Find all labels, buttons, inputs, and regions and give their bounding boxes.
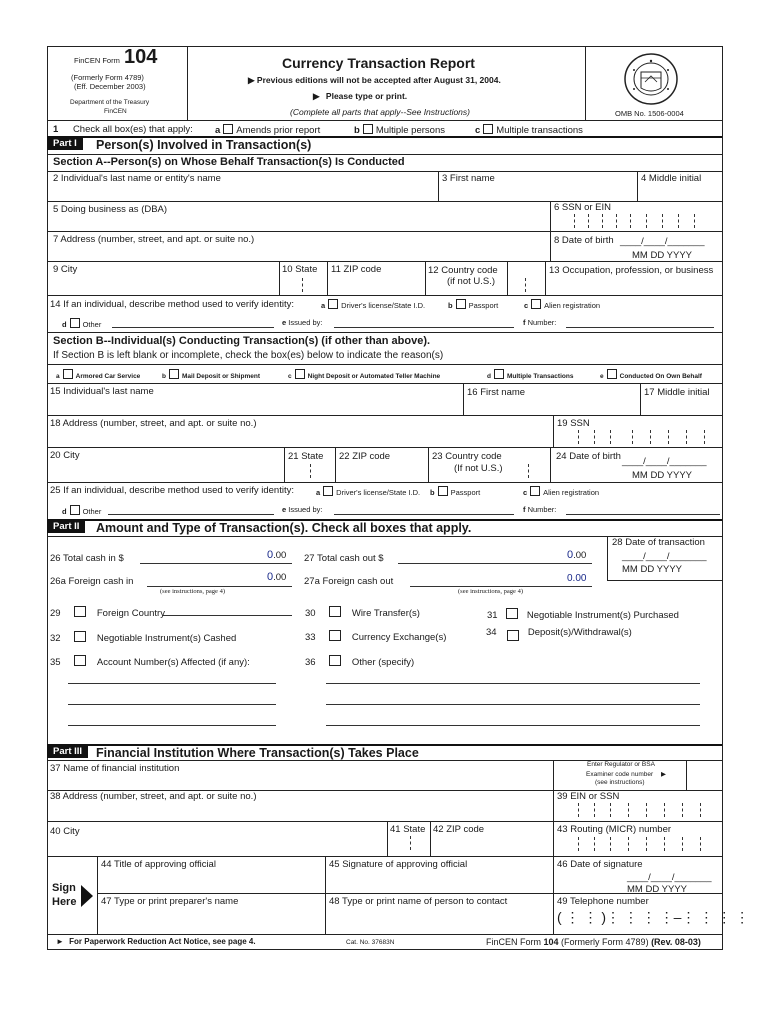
field-22-label: 22 ZIP code xyxy=(339,451,391,462)
conductor-id-drivers-license-option: a Driver's license/State I.D. xyxy=(316,488,421,497)
reason-own-behalf-option: e Conducted On Own Behalf xyxy=(600,369,702,380)
complete-instructions: (Complete all parts that apply--See Instructions) xyxy=(290,107,470,117)
field-39-label: 39 EIN or SSN xyxy=(557,791,620,802)
field-30-wire-transfer: 30 Wire Transfer(s) xyxy=(305,608,420,619)
header-divider-right xyxy=(585,46,586,120)
formerly-text: (Formerly Form 4789) xyxy=(71,73,144,82)
account-numbers-checkbox[interactable] xyxy=(74,655,86,666)
other-specify-input-3[interactable] xyxy=(326,725,700,726)
paperwork-notice: ► For Paperwork Reduction Act Notice, see page 4. xyxy=(56,937,256,946)
other-specify-input-1[interactable] xyxy=(326,683,700,684)
field-7-label: 7 Address (number, street, and apt. or suite no.) xyxy=(53,234,255,245)
date-format-hint-2: MM DD YYYY xyxy=(632,470,693,481)
reason-own-behalf-checkbox[interactable] xyxy=(607,369,617,379)
transaction-date-input[interactable]: ____/____/_______ xyxy=(622,551,707,562)
see-instructions-26a: (see instructions, page 4) xyxy=(160,588,225,595)
approving-signature-input[interactable] xyxy=(330,872,550,890)
field-45-label: 45 Signature of approving official xyxy=(329,859,468,870)
sign-label: Sign xyxy=(52,882,76,894)
form-prefix: FinCEN Form xyxy=(74,56,120,65)
deposits-withdrawals-checkbox[interactable] xyxy=(507,630,519,641)
institution-ein-input[interactable] xyxy=(560,801,716,818)
id-other-checkbox[interactable] xyxy=(70,318,80,328)
catalog-number: Cat. No. 37683N xyxy=(346,939,395,946)
id-other-input[interactable] xyxy=(112,327,274,328)
part-2-title: Amount and Type of Transaction(s). Check all boxes that apply. xyxy=(96,521,472,535)
section-b-title: Section B--Individual(s) Conducting Transaction(s) (if other than above). xyxy=(53,335,431,347)
total-cash-in-input[interactable]: 0.00 xyxy=(267,549,287,561)
foreign-cash-out-input[interactable]: 0.00 xyxy=(567,573,587,584)
field-33-currency-exchange: 33 Currency Exchange(s) xyxy=(305,632,447,643)
conductor-dob-input[interactable]: ____/____/_______ xyxy=(622,456,707,467)
field-14-label: 14 If an individual, describe method used to verify identity: xyxy=(50,299,294,310)
total-cash-out-input[interactable]: 0.00 xyxy=(567,549,587,561)
field-6-label: 6 SSN or EIN xyxy=(554,202,612,213)
field-47-label: 47 Type or print preparer's name xyxy=(101,896,239,907)
reason-night-deposit-option: c Night Deposit or Automated Teller Machine xyxy=(288,369,440,380)
section-b-note: If Section B is left blank or incomplete, check the box(es) below to indicate the reason(s) xyxy=(53,350,444,361)
form-footer-id: FinCEN Form 104 (Formerly Form 4789) (Rev. 08-03) xyxy=(486,937,701,947)
id-drivers-license-checkbox[interactable] xyxy=(328,299,338,309)
account-number-input-1[interactable] xyxy=(68,683,276,684)
field-34-deposits-withdrawals: 34 Deposit(s)/Withdrawal(s) xyxy=(486,627,632,641)
field-40-label: 40 City xyxy=(50,826,80,837)
field-37-label: 37 Name of financial institution xyxy=(50,763,180,774)
field-42-label: 42 ZIP code xyxy=(433,824,485,835)
arrow-right-icon: ▶ xyxy=(248,75,255,85)
agency-name: FinCEN xyxy=(104,108,127,115)
field-3-label: 3 First name xyxy=(442,173,495,184)
field-41-label: 41 State xyxy=(390,824,426,835)
part-3-label: Part III xyxy=(47,745,88,758)
issued-by-input[interactable] xyxy=(334,327,514,328)
field-28-label: 28 Date of transaction xyxy=(612,537,705,548)
arrow-right-icon: ▶ xyxy=(661,771,667,778)
conductor-id-other-input[interactable] xyxy=(108,514,274,515)
reason-mail-deposit-checkbox[interactable] xyxy=(169,369,179,379)
reason-multiple-transactions-option: d Multiple Transactions xyxy=(487,369,573,380)
wire-transfer-checkbox[interactable] xyxy=(329,606,341,617)
date-format-hint: MM DD YYYY xyxy=(632,250,693,261)
field-43-label: 43 Routing (MICR) number xyxy=(557,824,672,835)
here-label: Here xyxy=(52,896,77,908)
foreign-cash-in-input[interactable]: 0.00 xyxy=(267,571,287,583)
amends-prior-report-option: a Amends prior report xyxy=(215,125,321,136)
sign-here-arrow-icon xyxy=(80,884,94,910)
field-29-foreign-country: 29 Foreign Country xyxy=(50,608,165,619)
effective-date: (Eff. December 2003) xyxy=(74,82,146,91)
field-12-note: (if not U.S.) xyxy=(447,276,496,287)
conductor-issued-by-label: e Issued by: xyxy=(282,505,323,514)
field-49-label: 49 Telephone number xyxy=(557,896,649,907)
signature-date-input[interactable]: ____/____/_______ xyxy=(627,872,712,883)
conductor-id-other-option: d Other xyxy=(62,507,102,516)
field-15-label: 15 Individual's last name xyxy=(50,386,154,397)
field-17-label: 17 Middle initial xyxy=(644,387,710,398)
transaction-date-format: MM DD YYYY xyxy=(622,564,683,575)
field-16-label: 16 First name xyxy=(467,387,526,398)
amends-prior-report-checkbox[interactable] xyxy=(223,124,233,134)
field-23-note: (If not U.S.) xyxy=(454,463,503,474)
field-5-label: 5 Doing business as (DBA) xyxy=(53,204,168,215)
signature-date-format: MM DD YYYY xyxy=(627,884,688,895)
omb-number: OMB No. 1506-0004 xyxy=(615,109,684,118)
field-23-label: 23 Country code xyxy=(432,451,502,462)
id-number-input[interactable] xyxy=(566,327,714,328)
field-27a-label: 27a Foreign cash out xyxy=(304,576,394,587)
conductor-id-alien-registration-checkbox[interactable] xyxy=(530,486,540,496)
id-passport-option: b Passport xyxy=(448,301,499,310)
edition-notice: ▶ Previous editions will not be accepted after August 31, 2004. xyxy=(248,75,501,85)
type-print-notice: ▶ Please type or print. xyxy=(313,91,408,101)
field-36-other: 36 Other (specify) xyxy=(305,657,415,668)
field-4-label: 4 Middle initial xyxy=(641,173,702,184)
dob-input[interactable]: ____/____/_______ xyxy=(620,236,705,247)
foreign-country-input[interactable] xyxy=(162,615,292,616)
field-24-label: 24 Date of birth xyxy=(556,451,621,462)
part-1-title: Person(s) Involved in Transaction(s) xyxy=(96,138,312,152)
conductor-id-number-input[interactable] xyxy=(566,514,720,515)
field-32-instruments-cashed: 32 Negotiable Instrument(s) Cashed xyxy=(50,633,237,644)
conductor-issued-by-input[interactable] xyxy=(334,514,514,515)
part-2-label: Part II xyxy=(47,520,85,533)
id-other-option: d Other xyxy=(62,320,102,329)
field-18-label: 18 Address (number, street, and apt. or suite no.) xyxy=(50,418,257,429)
part-3-title: Financial Institution Where Transaction(s) Takes Place xyxy=(96,746,419,760)
conductor-id-passport-option: b Passport xyxy=(430,488,481,497)
issued-by-label: e Issued by: xyxy=(282,318,323,327)
id-alien-registration-option: c Alien registration xyxy=(524,301,601,310)
multiple-persons-checkbox[interactable] xyxy=(363,124,373,134)
field-26a-label: 26a Foreign cash in xyxy=(50,576,134,587)
other-transaction-checkbox[interactable] xyxy=(329,655,341,666)
field-46-label: 46 Date of signature xyxy=(557,859,643,870)
field-13-label: 13 Occupation, profession, or business xyxy=(549,265,714,276)
section-a-title: Section A--Person(s) on Whose Behalf Transaction(s) Is Conducted xyxy=(53,156,405,168)
field-10-label: 10 State xyxy=(282,264,318,275)
field-12-label: 12 Country code xyxy=(428,265,498,276)
id-passport-checkbox[interactable] xyxy=(456,299,466,309)
field-8-label: 8 Date of birth xyxy=(554,235,614,246)
instruments-purchased-checkbox[interactable] xyxy=(506,608,518,619)
telephone-input[interactable]: ( ⋮ ⋮ )⋮ ⋮ ⋮ ⋮–⋮ ⋮ ⋮ ⋮ xyxy=(557,909,750,925)
form-title: Currency Transaction Report xyxy=(282,55,475,71)
conductor-id-other-checkbox[interactable] xyxy=(70,505,80,515)
arrow-right-icon: ▶ xyxy=(313,91,320,101)
reason-armored-car-checkbox[interactable] xyxy=(63,369,73,379)
account-number-input-3[interactable] xyxy=(68,725,276,726)
reason-multiple-transactions-checkbox[interactable] xyxy=(494,369,504,379)
field-2-label: 2 Individual's last name or entity's name xyxy=(53,173,221,184)
regulator-code-line-1: Enter Regulator or BSA xyxy=(587,761,655,768)
reason-armored-car-option: a Armored Car Service xyxy=(56,369,140,380)
field-25-label: 25 If an individual, describe method used to verify identity: xyxy=(50,485,294,496)
field-31-instruments-purchased: 31 Negotiable Instrument(s) Purchased xyxy=(487,610,679,621)
conductor-ssn-input[interactable] xyxy=(560,428,716,445)
field-38-label: 38 Address (number, street, and apt. or suite no.) xyxy=(50,791,257,802)
form-number: 104 xyxy=(124,46,158,68)
instruments-cashed-checkbox[interactable] xyxy=(74,631,86,642)
field-11-label: 11 ZIP code xyxy=(331,264,382,275)
conductor-id-number-label: f Number: xyxy=(523,505,557,514)
routing-number-input[interactable] xyxy=(560,835,716,853)
see-instructions-27a: (see instructions, page 4) xyxy=(458,588,523,595)
field-44-label: 44 Title of approving official xyxy=(101,859,216,870)
id-drivers-license-option: a Driver's license/State I.D. xyxy=(321,301,426,310)
field-48-label: 48 Type or print name of person to contact xyxy=(329,896,508,907)
conductor-id-passport-checkbox[interactable] xyxy=(438,486,448,496)
multiple-persons-option: b Multiple persons xyxy=(354,125,445,136)
conductor-id-alien-registration-option: c Alien registration xyxy=(523,488,600,497)
field-35-account-numbers: 35 Account Number(s) Affected (if any): xyxy=(50,657,250,668)
part-1-label: Part I xyxy=(47,137,83,150)
account-number-input-2[interactable] xyxy=(68,704,276,705)
field-21-label: 21 State xyxy=(288,451,324,462)
field-19-label: 19 SSN xyxy=(557,418,590,429)
field-26-label: 26 Total cash in $ xyxy=(50,553,124,564)
field-27-label: 27 Total cash out $ xyxy=(304,553,384,564)
reason-night-deposit-checkbox[interactable] xyxy=(295,369,305,379)
regulator-code-input[interactable] xyxy=(688,761,720,789)
other-specify-input-2[interactable] xyxy=(326,704,700,705)
id-alien-registration-checkbox[interactable] xyxy=(531,299,541,309)
foreign-country-checkbox[interactable] xyxy=(74,606,86,617)
header-divider-left xyxy=(187,46,188,120)
treasury-seal-icon xyxy=(622,52,680,108)
multiple-transactions-option: c Multiple transactions xyxy=(475,125,583,136)
arrow-right-icon: ► xyxy=(56,937,64,946)
multiple-transactions-checkbox[interactable] xyxy=(483,124,493,134)
conductor-id-drivers-license-checkbox[interactable] xyxy=(323,486,333,496)
field-20-label: 20 City xyxy=(50,450,80,461)
id-number-label: f Number: xyxy=(523,318,557,327)
currency-exchange-checkbox[interactable] xyxy=(329,630,341,641)
ssn-ein-input[interactable] xyxy=(556,212,716,229)
regulator-code-line-3: (see instructions) xyxy=(595,779,645,786)
line-1: 1 Check all box(es) that apply: xyxy=(53,124,193,135)
reason-mail-deposit-option: b Mail Deposit or Shipment xyxy=(162,369,260,380)
department-name: Department of the Treasury xyxy=(70,99,150,106)
regulator-code-line-2: Examiner code number ▶ xyxy=(586,771,667,778)
field-9-label: 9 City xyxy=(53,264,78,275)
